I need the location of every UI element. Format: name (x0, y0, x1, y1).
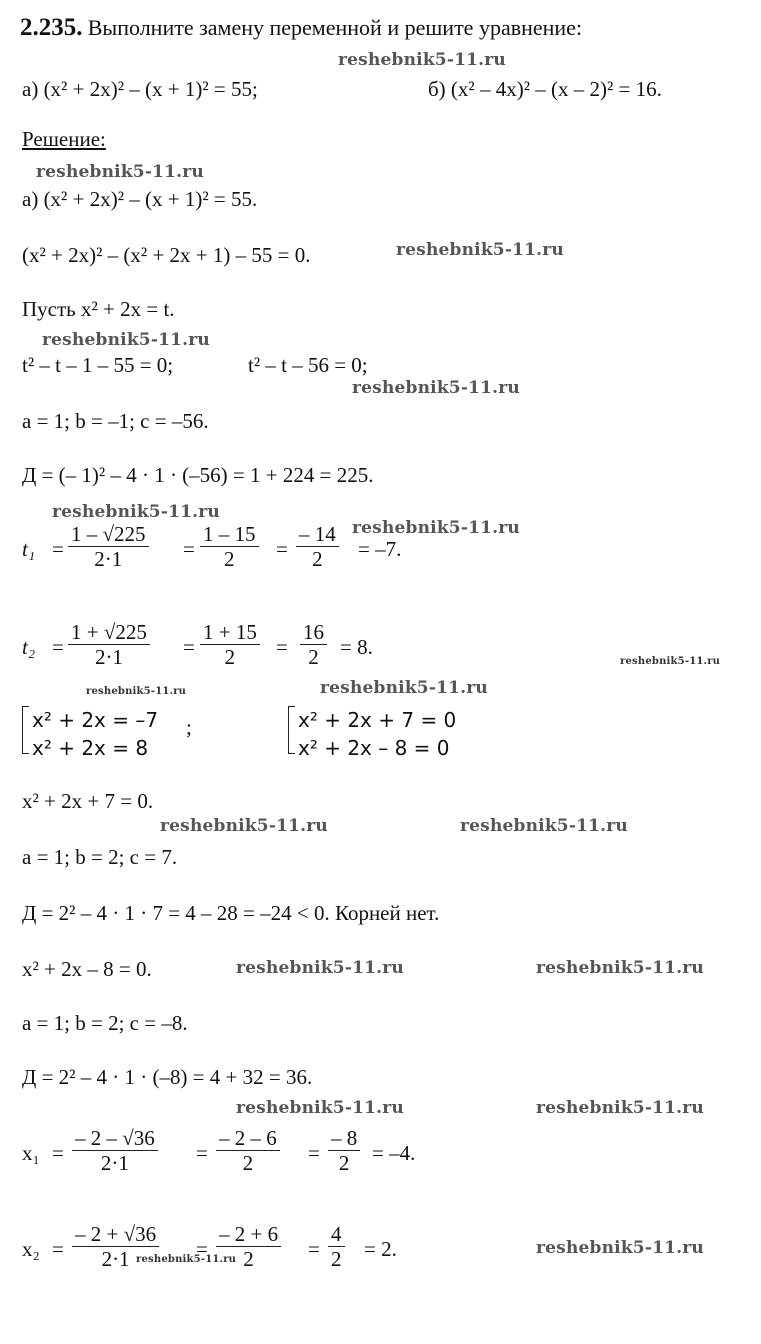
x1-fraction-3 (328, 1126, 360, 1175)
fraction-numerator: 16 (300, 620, 327, 645)
watermark: reshebnik5-11.ru (36, 162, 204, 182)
t1-fraction-3 (296, 522, 339, 571)
x2-fraction-3 (328, 1222, 345, 1271)
equals-sign: = (308, 1237, 320, 1261)
equals-sign: = (183, 635, 195, 659)
fraction-denominator: 2·1 (94, 645, 123, 670)
x1-label: x₁ (22, 1141, 40, 1165)
fraction-numerator: – 2 – √36 (72, 1126, 158, 1151)
equation-a: а) (x² + 2x)² – (x + 1)² = 55. (22, 187, 258, 211)
problem-header (20, 14, 582, 42)
watermark: reshebnik5-11.ru (42, 330, 210, 350)
quadratic-in-t-simplified: t² – t – 56 = 0; (248, 353, 368, 377)
separator: ; (186, 715, 192, 739)
watermark: reshebnik5-11.ru (536, 1238, 704, 1258)
fraction-denominator: 2 (242, 1151, 254, 1176)
system-of-equations-2 (288, 702, 488, 762)
t2-fraction-3 (300, 620, 327, 669)
discriminant-eq2: Д = 2² – 4 · 1 · (–8) = 4 + 32 = 36. (22, 1065, 313, 1089)
system-row: x² + 2x – 8 = 0 (298, 736, 450, 760)
task-item-b: б) (x² – 4x)² – (x – 2)² = 16. (428, 77, 662, 101)
fraction-numerator: 4 (328, 1222, 345, 1247)
solution-heading: Решение: (22, 127, 106, 151)
t2-result: = 8. (340, 635, 373, 659)
equals-sign: = (52, 537, 64, 561)
expanded-equation: (x² + 2x)² – (x² + 2x + 1) – 55 = 0. (22, 243, 311, 267)
equation-1: x² + 2x + 7 = 0. (22, 789, 154, 813)
substitution-line: Пусть x² + 2x = t. (22, 297, 175, 321)
fraction-denominator: 2·1 (94, 547, 123, 572)
system-row: x² + 2x = 8 (32, 736, 149, 760)
fraction-numerator: – 14 (296, 522, 339, 547)
watermark: reshebnik5-11.ru (136, 1254, 237, 1265)
equals-sign: = (196, 1237, 208, 1261)
watermark: reshebnik5-11.ru (86, 686, 187, 697)
system-of-equations-1 (22, 702, 202, 762)
watermark: reshebnik5-11.ru (338, 50, 506, 70)
fraction-denominator: 2·1 (100, 1151, 129, 1176)
watermark: reshebnik5-11.ru (536, 1098, 704, 1118)
equals-sign: = (276, 537, 288, 561)
t1-result: = –7. (358, 537, 402, 561)
fraction-numerator: 1 + √225 (68, 620, 150, 645)
watermark: reshebnik5-11.ru (460, 816, 628, 836)
fraction-denominator: 2 (338, 1151, 350, 1176)
equation-2: x² + 2x – 8 = 0. (22, 957, 152, 981)
discriminant-t: Д = (– 1)² – 4 · 1 · (–56) = 1 + 224 = 225. (22, 463, 374, 487)
fraction-denominator: 2·1 (101, 1247, 130, 1272)
discriminant-eq1: Д = 2² – 4 · 1 · 7 = 4 – 28 = –24 < 0. Корней нет. (22, 901, 440, 925)
problem-statement: Выполните замену переменной и решите уравнение: (87, 15, 583, 40)
t1-fraction-2 (200, 522, 259, 571)
watermark: reshebnik5-11.ru (352, 378, 520, 398)
x2-result: = 2. (364, 1237, 397, 1261)
equals-sign: = (52, 1237, 64, 1261)
fraction-denominator: 2 (243, 1247, 254, 1272)
coefficients-eq2: a = 1; b = 2; c = –8. (22, 1011, 188, 1035)
equals-sign: = (276, 635, 288, 659)
system-bracket (22, 706, 29, 754)
fraction-numerator: – 2 + √36 (72, 1222, 159, 1247)
fraction-numerator: 1 – √225 (68, 522, 149, 547)
system-row: x² + 2x = –7 (32, 708, 159, 732)
x1-result: = –4. (372, 1141, 416, 1165)
watermark: reshebnik5-11.ru (396, 240, 564, 260)
t2-label: t₂ (22, 635, 36, 659)
t2-fraction-1 (68, 620, 150, 669)
equals-sign: = (308, 1141, 320, 1165)
fraction-denominator: 2 (331, 1247, 342, 1272)
quadratic-in-t: t² – t – 1 – 55 = 0; (22, 353, 174, 377)
equals-sign: = (52, 635, 64, 659)
fraction-numerator: 1 + 15 (200, 620, 260, 645)
x2-label: x₂ (22, 1237, 40, 1261)
watermark: reshebnik5-11.ru (160, 816, 328, 836)
fraction-numerator: – 8 (328, 1126, 360, 1151)
t1-label: t₁ (22, 537, 36, 561)
equals-sign: = (196, 1141, 208, 1165)
equals-sign: = (183, 537, 195, 561)
coefficients-eq1: a = 1; b = 2; c = 7. (22, 845, 178, 869)
fraction-denominator: 2 (224, 645, 236, 670)
fraction-numerator: – 2 – 6 (216, 1126, 280, 1151)
equals-sign: = (52, 1141, 64, 1165)
watermark: reshebnik5-11.ru (236, 958, 404, 978)
problem-number: 2.235. (20, 14, 83, 41)
fraction-denominator: 2 (312, 547, 323, 572)
watermark: reshebnik5-11.ru (536, 958, 704, 978)
x1-fraction-2 (216, 1126, 280, 1175)
t1-fraction-1 (68, 522, 149, 571)
system-row: x² + 2x + 7 = 0 (298, 708, 457, 732)
fraction-denominator: 2 (308, 645, 319, 670)
watermark: reshebnik5-11.ru (320, 678, 488, 698)
watermark: reshebnik5-11.ru (352, 518, 520, 538)
task-item-a: а) (x² + 2x)² – (x + 1)² = 55; (22, 77, 258, 101)
watermark: reshebnik5-11.ru (620, 656, 721, 667)
coefficients-t: a = 1; b = –1; c = –56. (22, 409, 209, 433)
watermark: reshebnik5-11.ru (236, 1098, 404, 1118)
t2-fraction-2 (200, 620, 260, 669)
watermark: reshebnik5-11.ru (52, 502, 220, 522)
fraction-numerator: 1 – 15 (200, 522, 259, 547)
fraction-numerator: – 2 + 6 (216, 1222, 281, 1247)
fraction-denominator: 2 (224, 547, 235, 572)
system-bracket (288, 706, 295, 754)
x1-fraction-1 (72, 1126, 158, 1175)
